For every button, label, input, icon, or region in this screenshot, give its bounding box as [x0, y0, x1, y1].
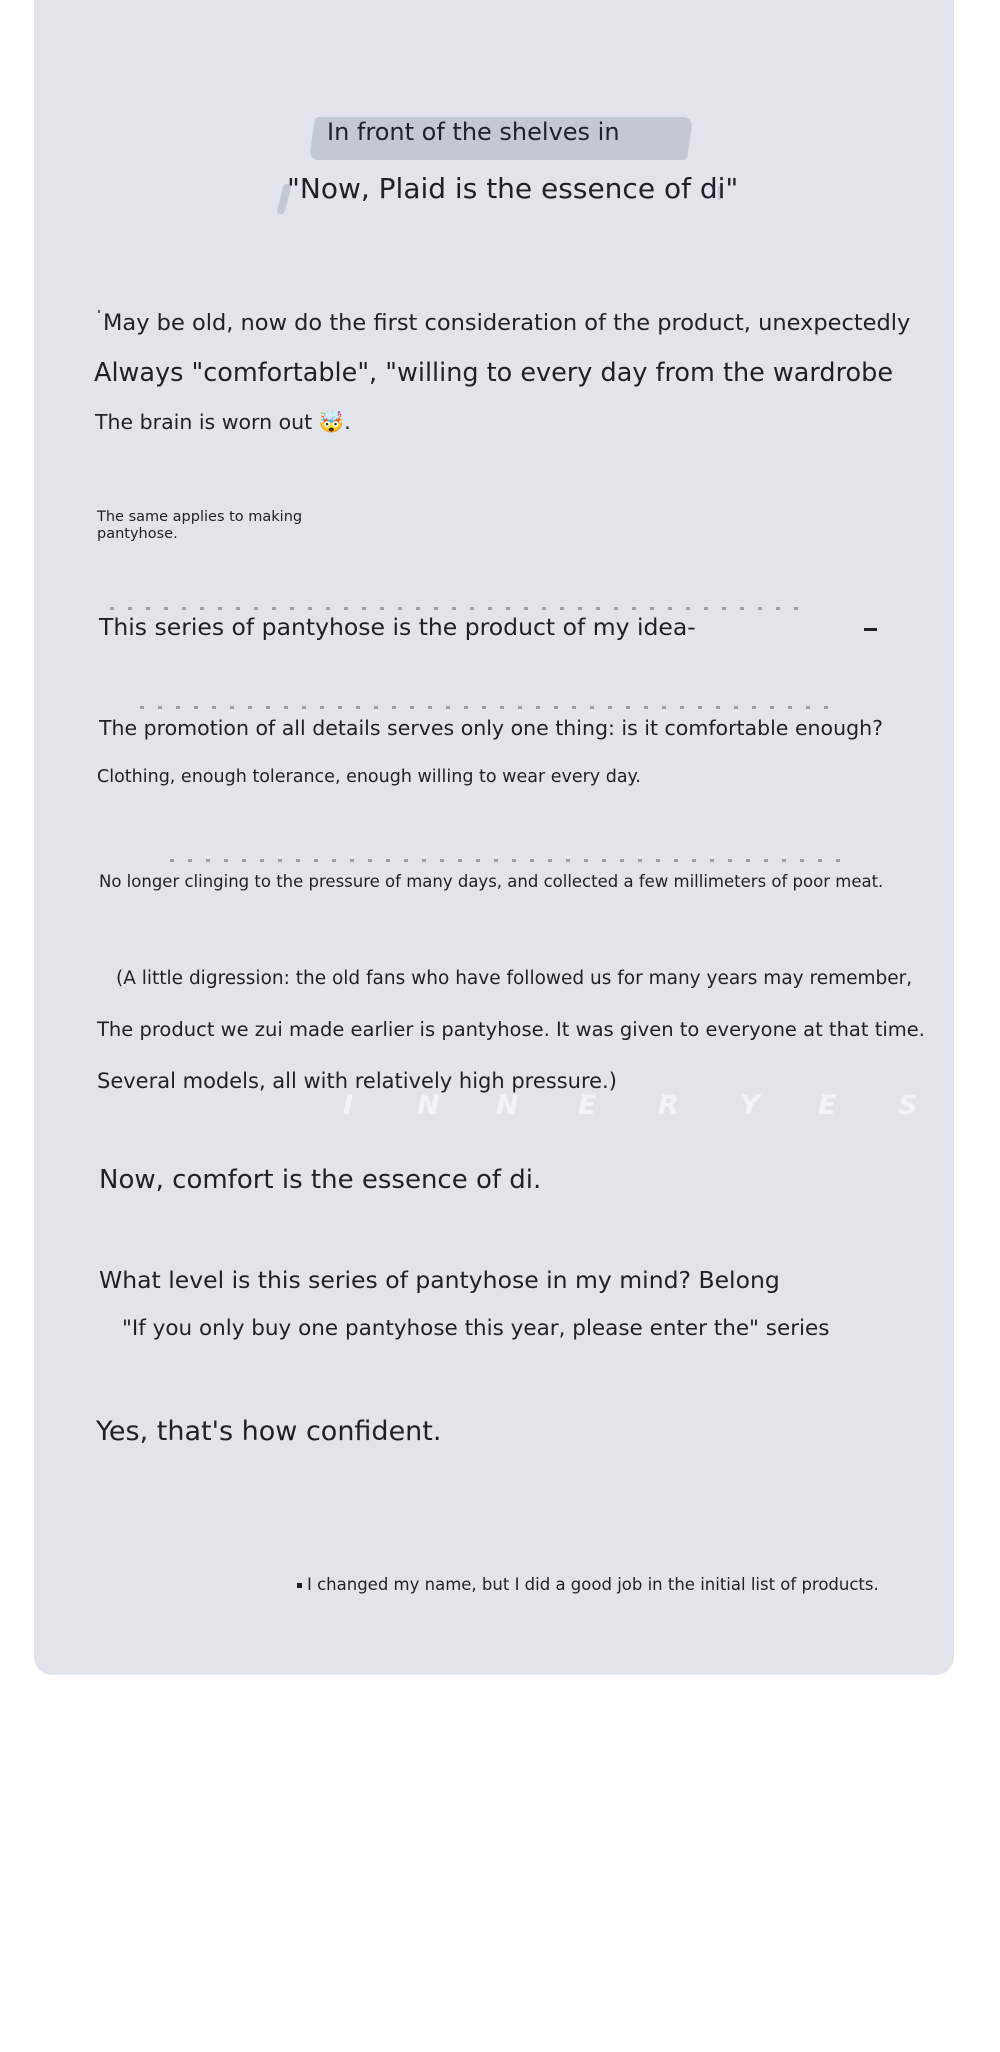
dash-mark [864, 628, 877, 631]
intro-line-1: May be old, now do the first consideration of the product, unexpectedly [103, 310, 911, 336]
watermark-letter: I [343, 1090, 354, 1121]
clinging-line: No longer clinging to the pressure of many days, and collected a few millimeters of poor meat. [99, 872, 884, 891]
tick-mark [98, 310, 100, 313]
note-line-2: pantyhose. [97, 526, 178, 542]
clothing-line: Clothing, enough tolerance, enough willing to wear every day. [97, 767, 641, 787]
digression-line-3: Several models, all with relatively high pressure.) [97, 1069, 617, 1093]
level-line-2: "If you only buy one pantyhose this year, please enter the" series [122, 1316, 830, 1341]
watermark-letter: N [496, 1090, 519, 1121]
intro-line-3: The brain is worn out 🤯. [95, 410, 351, 434]
note-line-1: The same applies to making [97, 509, 303, 525]
level-line-1: What level is this series of pantyhose in my mind? Belong [99, 1266, 780, 1294]
cropped-text-fragment [110, 607, 800, 610]
header-line-2: "Now, Plaid is the essence of di" [287, 172, 739, 205]
cropped-text-fragment [170, 859, 840, 862]
series-line: This series of pantyhose is the product of my idea- [99, 613, 696, 641]
digression-line-1: (A little digression: the old fans who have followed us for many years may remember, [116, 968, 913, 989]
promotion-line: The promotion of all details serves only one thing: is it comfortable enough? [99, 716, 883, 740]
watermark-letter: S [898, 1090, 918, 1121]
watermark-letter: R [658, 1090, 679, 1121]
header-line-1: In front of the shelves in [327, 118, 620, 146]
intro-line-2: Always "comfortable", "willing to every day from the wardrobe [94, 358, 894, 388]
watermark-letter: E [818, 1090, 837, 1121]
confident-statement: Yes, that's how confident. [96, 1416, 442, 1447]
footer-note: I changed my name, but I did a good job in the initial list of products. [307, 1575, 879, 1594]
watermark-letter: E [578, 1090, 597, 1121]
cropped-text-fragment [140, 706, 830, 709]
watermark-letter: Y [740, 1090, 760, 1121]
digression-line-2: The product we zui made earlier is pantyhose. It was given to everyone at that time. [97, 1018, 925, 1041]
comfort-statement: Now, comfort is the essence of di. [99, 1165, 542, 1195]
bullet-icon [297, 1583, 302, 1588]
watermark-letter: N [417, 1090, 440, 1121]
